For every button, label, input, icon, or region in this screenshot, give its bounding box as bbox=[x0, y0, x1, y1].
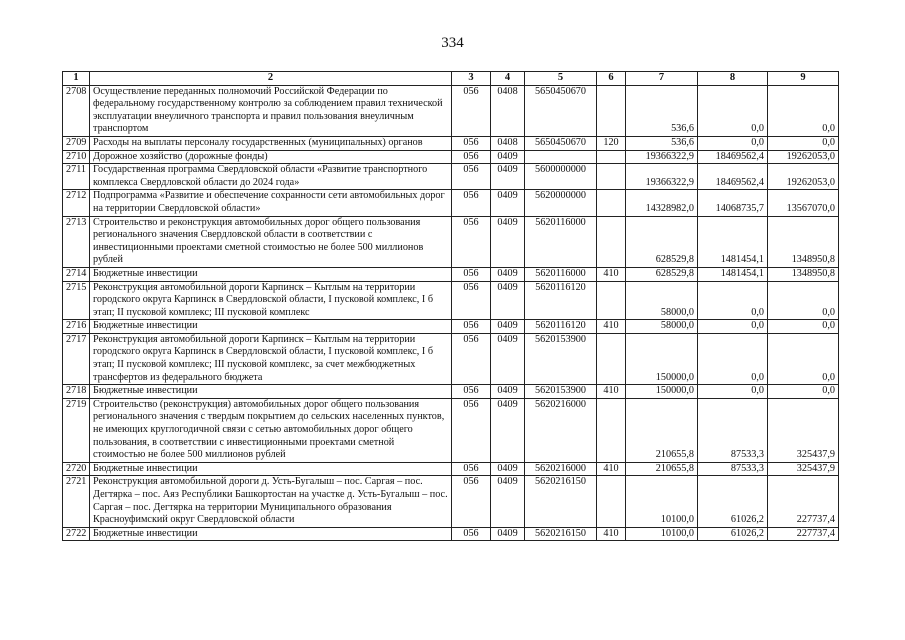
row-target-code: 5620216150 bbox=[525, 476, 597, 527]
row-name: Реконструкция автомобильной дороги д. Усть-Бугалыш – пос. Саргая – пос. Дегтярка – пос. Аяз Республики Башкортостан на участке д. Усть-Бугалыш – пос. Саргая – пос. Дегтярка на территории Муниципального образования Красноуфимский округ Свердловской области bbox=[90, 476, 452, 527]
row-number: 2711 bbox=[63, 164, 90, 190]
row-amount-1: 58000,0 bbox=[626, 281, 698, 320]
row-amount-3: 1348950,8 bbox=[768, 267, 839, 281]
row-admin-code: 056 bbox=[452, 462, 491, 476]
row-name: Строительство и реконструкция автомобильных дорог общего пользования регионального значения Свердловской области в соответствии с инвестиционными проектами сметной стоимостью не более 500 миллионов рублей bbox=[90, 216, 452, 267]
row-amount-1: 628529,8 bbox=[626, 267, 698, 281]
row-expense-type: 410 bbox=[597, 320, 626, 334]
row-admin-code: 056 bbox=[452, 150, 491, 164]
row-admin-code: 056 bbox=[452, 385, 491, 399]
column-header: 4 bbox=[491, 72, 525, 86]
row-name: Государственная программа Свердловской области «Развитие транспортного комплекса Свердловской области до 2024 года» bbox=[90, 164, 452, 190]
column-header: 5 bbox=[525, 72, 597, 86]
row-target-code: 5650450670 bbox=[525, 136, 597, 150]
row-amount-2: 18469562,4 bbox=[698, 164, 768, 190]
column-header: 1 bbox=[63, 72, 90, 86]
row-admin-code: 056 bbox=[452, 281, 491, 320]
row-name: Бюджетные инвестиции bbox=[90, 462, 452, 476]
table-row bbox=[63, 320, 839, 334]
table-row bbox=[63, 462, 839, 476]
row-amount-1: 14328982,0 bbox=[626, 190, 698, 216]
row-number: 2717 bbox=[63, 333, 90, 384]
row-amount-3: 0,0 bbox=[768, 136, 839, 150]
row-section-code: 0409 bbox=[491, 267, 525, 281]
row-expense-type bbox=[597, 398, 626, 462]
row-amount-1: 10100,0 bbox=[626, 527, 698, 541]
table-body bbox=[63, 85, 839, 541]
row-target-code: 5620153900 bbox=[525, 333, 597, 384]
row-expense-type bbox=[597, 476, 626, 527]
row-number: 2722 bbox=[63, 527, 90, 541]
row-amount-3: 0,0 bbox=[768, 85, 839, 136]
row-amount-2: 61026,2 bbox=[698, 476, 768, 527]
row-amount-1: 150000,0 bbox=[626, 385, 698, 399]
row-amount-2: 1481454,1 bbox=[698, 267, 768, 281]
column-header: 7 bbox=[626, 72, 698, 86]
row-number: 2721 bbox=[63, 476, 90, 527]
row-admin-code: 056 bbox=[452, 216, 491, 267]
row-admin-code: 056 bbox=[452, 320, 491, 334]
row-amount-2: 1481454,1 bbox=[698, 216, 768, 267]
row-amount-2: 87533,3 bbox=[698, 398, 768, 462]
row-target-code: 5620216000 bbox=[525, 462, 597, 476]
row-admin-code: 056 bbox=[452, 85, 491, 136]
column-header: 6 bbox=[597, 72, 626, 86]
row-amount-1: 536,6 bbox=[626, 136, 698, 150]
row-expense-type bbox=[597, 150, 626, 164]
table-row bbox=[63, 398, 839, 462]
row-name: Расходы на выплаты персоналу государственных (муниципальных) органов bbox=[90, 136, 452, 150]
header-row bbox=[63, 72, 839, 86]
row-section-code: 0409 bbox=[491, 333, 525, 384]
row-admin-code: 056 bbox=[452, 164, 491, 190]
row-amount-1: 150000,0 bbox=[626, 333, 698, 384]
table-row bbox=[63, 85, 839, 136]
row-target-code: 5600000000 bbox=[525, 164, 597, 190]
row-section-code: 0408 bbox=[491, 85, 525, 136]
row-number: 2714 bbox=[63, 267, 90, 281]
table-row bbox=[63, 150, 839, 164]
row-target-code: 5620116120 bbox=[525, 281, 597, 320]
row-target-code: 5620153900 bbox=[525, 385, 597, 399]
row-amount-1: 19366322,9 bbox=[626, 164, 698, 190]
table-row bbox=[63, 333, 839, 384]
row-number: 2718 bbox=[63, 385, 90, 399]
row-amount-1: 536,6 bbox=[626, 85, 698, 136]
row-name: Реконструкция автомобильной дороги Карпинск – Кытлым на территории городского округа Карпинск в Свердловской области, I пусковой комплекс, I б этап; II пусковой комплекс; III пусковой комплекс bbox=[90, 281, 452, 320]
row-amount-2: 18469562,4 bbox=[698, 150, 768, 164]
row-number: 2712 bbox=[63, 190, 90, 216]
row-section-code: 0409 bbox=[491, 527, 525, 541]
table-row bbox=[63, 164, 839, 190]
row-admin-code: 056 bbox=[452, 476, 491, 527]
table-row bbox=[63, 527, 839, 541]
table-row bbox=[63, 216, 839, 267]
row-amount-3: 0,0 bbox=[768, 320, 839, 334]
budget-table bbox=[62, 71, 839, 541]
row-name: Бюджетные инвестиции bbox=[90, 320, 452, 334]
row-target-code: 5620116120 bbox=[525, 320, 597, 334]
row-name: Дорожное хозяйство (дорожные фонды) bbox=[90, 150, 452, 164]
row-section-code: 0409 bbox=[491, 216, 525, 267]
row-number: 2708 bbox=[63, 85, 90, 136]
row-section-code: 0409 bbox=[491, 398, 525, 462]
row-section-code: 0409 bbox=[491, 150, 525, 164]
row-amount-1: 210655,8 bbox=[626, 398, 698, 462]
row-section-code: 0408 bbox=[491, 136, 525, 150]
row-amount-3: 227737,4 bbox=[768, 476, 839, 527]
row-amount-2: 0,0 bbox=[698, 333, 768, 384]
row-target-code: 5620116000 bbox=[525, 216, 597, 267]
row-amount-3: 0,0 bbox=[768, 281, 839, 320]
row-amount-1: 210655,8 bbox=[626, 462, 698, 476]
row-amount-2: 0,0 bbox=[698, 385, 768, 399]
row-number: 2716 bbox=[63, 320, 90, 334]
row-amount-3: 0,0 bbox=[768, 333, 839, 384]
table-row bbox=[63, 476, 839, 527]
row-expense-type: 410 bbox=[597, 462, 626, 476]
row-target-code bbox=[525, 150, 597, 164]
row-section-code: 0409 bbox=[491, 385, 525, 399]
row-amount-3: 325437,9 bbox=[768, 398, 839, 462]
row-amount-3: 19262053,0 bbox=[768, 150, 839, 164]
row-amount-2: 61026,2 bbox=[698, 527, 768, 541]
row-amount-2: 0,0 bbox=[698, 85, 768, 136]
row-amount-3: 0,0 bbox=[768, 385, 839, 399]
row-target-code: 5650450670 bbox=[525, 85, 597, 136]
row-name: Бюджетные инвестиции bbox=[90, 267, 452, 281]
row-amount-1: 58000,0 bbox=[626, 320, 698, 334]
row-expense-type bbox=[597, 281, 626, 320]
row-amount-3: 19262053,0 bbox=[768, 164, 839, 190]
row-expense-type: 120 bbox=[597, 136, 626, 150]
row-name: Бюджетные инвестиции bbox=[90, 527, 452, 541]
row-section-code: 0409 bbox=[491, 281, 525, 320]
row-expense-type: 410 bbox=[597, 385, 626, 399]
row-expense-type: 410 bbox=[597, 527, 626, 541]
row-target-code: 5620000000 bbox=[525, 190, 597, 216]
row-admin-code: 056 bbox=[452, 333, 491, 384]
row-section-code: 0409 bbox=[491, 164, 525, 190]
table-row bbox=[63, 281, 839, 320]
row-admin-code: 056 bbox=[452, 527, 491, 541]
row-name: Реконструкция автомобильной дороги Карпинск – Кытлым на территории городского округа Карпинск в Свердловской области, I пусковой комплекс, I б этап; II пусковой комплекс; III пусковой комплекс, за счет межбюджетных трансфертов из федерального бюджета bbox=[90, 333, 452, 384]
row-target-code: 5620216150 bbox=[525, 527, 597, 541]
row-amount-2: 0,0 bbox=[698, 281, 768, 320]
row-expense-type bbox=[597, 190, 626, 216]
row-name: Строительство (реконструкция) автомобильных дорог общего пользования регионального значения с твердым покрытием до сельских населенных пунктов, не имеющих круглогодичной связи с сетью автомобильных дорог общего пользования, в соответствии с инвестиционными проектами сметной стоимостью не более 500 миллионов рублей bbox=[90, 398, 452, 462]
row-name: Бюджетные инвестиции bbox=[90, 385, 452, 399]
row-admin-code: 056 bbox=[452, 136, 491, 150]
table-row bbox=[63, 267, 839, 281]
row-section-code: 0409 bbox=[491, 462, 525, 476]
row-number: 2709 bbox=[63, 136, 90, 150]
row-expense-type bbox=[597, 85, 626, 136]
column-header: 3 bbox=[452, 72, 491, 86]
row-amount-1: 628529,8 bbox=[626, 216, 698, 267]
row-admin-code: 056 bbox=[452, 267, 491, 281]
row-number: 2710 bbox=[63, 150, 90, 164]
row-amount-2: 0,0 bbox=[698, 320, 768, 334]
row-amount-1: 10100,0 bbox=[626, 476, 698, 527]
row-target-code: 5620216000 bbox=[525, 398, 597, 462]
row-expense-type bbox=[597, 333, 626, 384]
row-number: 2719 bbox=[63, 398, 90, 462]
row-amount-2: 14068735,7 bbox=[698, 190, 768, 216]
row-amount-2: 87533,3 bbox=[698, 462, 768, 476]
column-header: 2 bbox=[90, 72, 452, 86]
row-admin-code: 056 bbox=[452, 398, 491, 462]
table-row bbox=[63, 136, 839, 150]
row-expense-type: 410 bbox=[597, 267, 626, 281]
table-row bbox=[63, 385, 839, 399]
row-amount-3: 1348950,8 bbox=[768, 216, 839, 267]
table-row bbox=[63, 190, 839, 216]
row-section-code: 0409 bbox=[491, 190, 525, 216]
row-amount-3: 13567070,0 bbox=[768, 190, 839, 216]
row-amount-3: 227737,4 bbox=[768, 527, 839, 541]
row-target-code: 5620116000 bbox=[525, 267, 597, 281]
row-expense-type bbox=[597, 216, 626, 267]
page-number: 334 bbox=[441, 35, 464, 51]
row-admin-code: 056 bbox=[452, 190, 491, 216]
row-name: Подпрограмма «Развитие и обеспечение сохранности сети автомобильных дорог на территории Свердловской области» bbox=[90, 190, 452, 216]
row-expense-type bbox=[597, 164, 626, 190]
row-number: 2715 bbox=[63, 281, 90, 320]
row-amount-3: 325437,9 bbox=[768, 462, 839, 476]
row-amount-2: 0,0 bbox=[698, 136, 768, 150]
row-number: 2720 bbox=[63, 462, 90, 476]
column-header: 8 bbox=[698, 72, 768, 86]
row-number: 2713 bbox=[63, 216, 90, 267]
row-amount-1: 19366322,9 bbox=[626, 150, 698, 164]
row-section-code: 0409 bbox=[491, 320, 525, 334]
column-header: 9 bbox=[768, 72, 839, 86]
row-name: Осуществление переданных полномочий Российской Федерации по федеральному государственному контролю за соблюдением правил технической эксплуатации внеуличного транспорта и правил пользования внеуличным транспортом bbox=[90, 85, 452, 136]
row-section-code: 0409 bbox=[491, 476, 525, 527]
